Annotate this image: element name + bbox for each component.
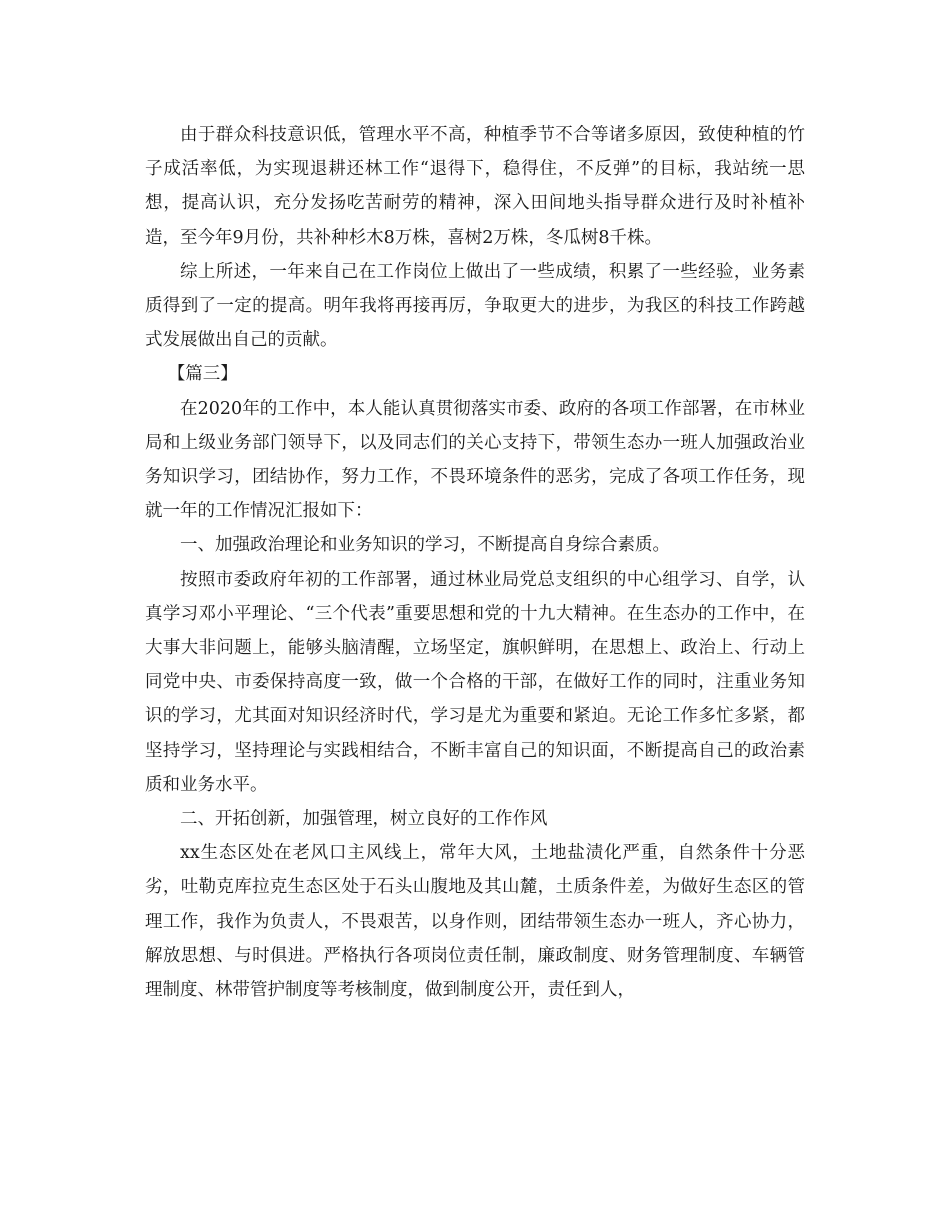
- paragraph-replanting: 由于群众科技意识低，管理水平不高，种植季节不合等诸多原因，致使种植的竹子成活率低，为实现退耕还林工作“退得下，稳得住，不反弹”的目标，我站统一思想，提高认识，充分发扬吃苦耐劳的精神，深入田间地头指导群众进行及时补植补造，至今年9月份，共补种杉木8万株，喜树2万株，冬瓜树8千株。: [145, 125, 805, 248]
- paragraph-political-study: 按照市委政府年初的工作部署，通过林业局党总支组织的中心组学习、自学，认真学习邓小平理论、“三个代表”重要思想和党的十九大精神。在生态办的工作中，在大事大非问题上，能够头脑清醒，立场坚定，旗帜鲜明，在思想上、政治上、行动上同党中央、市委保持高度一致，做一个合格的干部，在做好工作的同时，注重业务知识的学习，尤其面对知识经济时代，学习是尤为重要和紧迫。无论工作多忙多紧，都坚持学习，坚持理论与实践相结合，不断丰富自己的知识面，不断提高自己的政治素质和业务水平。: [145, 569, 805, 795]
- section-title-part-three: 【篇三】: [167, 364, 238, 385]
- document-body: [145, 118, 805, 1007]
- heading-political-study: 一、加强政治理论和业务知识的学习，不断提高自身综合素质。: [180, 535, 670, 556]
- paragraph-ecological-zone: xx生态区处在老风口主风线上，常年大风，土地盐渍化严重，自然条件十分恶劣，吐勒克库拉克生态区处于石头山腹地及其山麓，土质条件差，为做好生态区的管理工作，我作为负责人，不畏艰苦，以身作则，团结带领生态办一班人，齐心协力，解放思想、与时俱进。严格执行各项岗位责任制，廉政制度、财务管理制度、车辆管理制度、林带管护制度等考核制度，做到制度公开，责任到人，: [145, 843, 805, 1001]
- heading-innovation-management: 二、开拓创新，加强管理，树立良好的工作作风: [180, 809, 548, 830]
- paragraph-summary: 综上所述，一年来自己在工作岗位上做出了一些成绩，积累了一些经验，业务素质得到了一定的提高。明年我将再接再厉，争取更大的进步，为我区的科技工作跨越式发展做出自己的贡献。: [145, 261, 805, 351]
- paragraph-introduction: 在2020年的工作中，本人能认真贯彻落实市委、政府的各项工作部署，在市林业局和上级业务部门领导下，以及同志们的关心支持下，带领生态办一班人加强政治业务知识学习，团结协作，努力工作，不畏环境条件的恶劣，完成了各项工作任务，现就一年的工作情况汇报如下：: [145, 398, 805, 522]
